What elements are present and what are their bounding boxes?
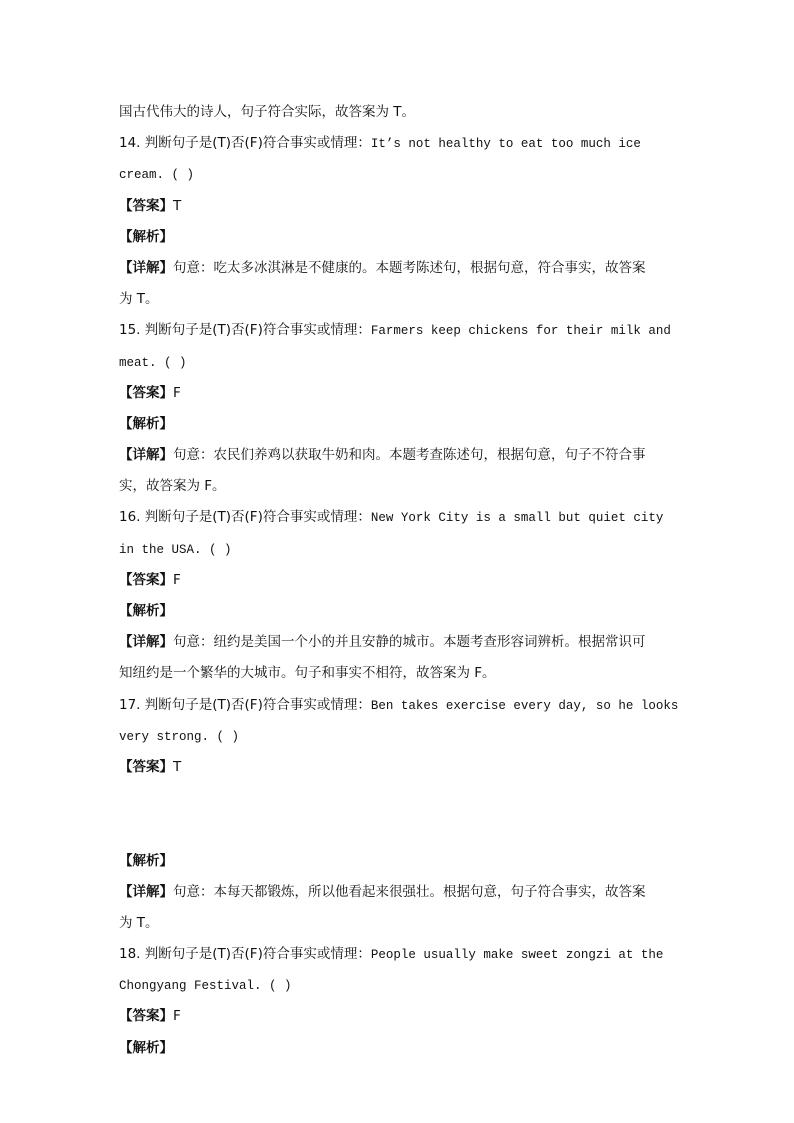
chinese-text: 句意：本每天都锻炼，所以他看起来很强壮。根据句意，句子符合事实，故答案	[173, 883, 646, 900]
section-label: 【详解】	[119, 883, 173, 900]
section-label: 【解析】	[119, 852, 173, 869]
text-line	[119, 159, 679, 190]
text-line	[119, 596, 679, 627]
section-label: 【解析】	[119, 415, 173, 432]
text-line	[119, 97, 679, 128]
section-label: 【答案】	[119, 197, 173, 214]
text-line	[119, 1001, 679, 1032]
chinese-text: 知纽约是一个繁华的大城市。句子和事实不相符，故答案为 F。	[119, 665, 496, 682]
english-sentence: very strong. ( )	[119, 729, 240, 744]
english-sentence: Chongyang Festival. ( )	[119, 979, 292, 994]
section-label: 【解析】	[119, 603, 173, 619]
text-line	[119, 752, 679, 783]
document-page	[119, 97, 679, 1064]
chinese-text: 为 T。	[119, 291, 159, 308]
text-line	[119, 253, 679, 284]
section-label: 【详解】	[119, 447, 173, 464]
english-sentence: People usually make sweet zongzi at the	[370, 948, 664, 963]
text-line	[119, 814, 679, 845]
text-line	[119, 783, 679, 814]
section-label: 【答案】	[119, 384, 173, 401]
chinese-text: 句意：农民们养鸡以获取牛奶和肉。本题考查陈述句，根据句意，句子不符合事	[173, 447, 646, 464]
text-line	[119, 315, 679, 346]
chinese-text: 17. 判断句子是(T)否(F)符合事实或情理：	[119, 696, 371, 713]
chinese-text: F	[173, 1008, 181, 1025]
text-line	[119, 222, 679, 253]
text-line	[119, 128, 679, 159]
chinese-text: F	[173, 384, 181, 401]
english-sentence: Ben takes exercise every day, so he looks	[370, 698, 679, 713]
text-line	[119, 378, 679, 409]
chinese-text: 15. 判断句子是(T)否(F)符合事实或情理：	[119, 322, 371, 339]
chinese-text: 18. 判断句子是(T)否(F)符合事实或情理：	[119, 946, 371, 963]
text-line	[119, 502, 679, 533]
section-label: 【详解】	[119, 259, 173, 276]
chinese-text: 16. 判断句子是(T)否(F)符合事实或情理：	[119, 509, 371, 526]
chinese-text: 句意：纽约是美国一个小的并且安静的城市。本题考查形容词辨析。根据常识可	[173, 634, 646, 651]
text-line	[119, 846, 679, 877]
text-line	[119, 565, 679, 596]
text-line	[119, 939, 679, 970]
section-label: 【解析】	[119, 228, 173, 245]
text-line	[119, 970, 679, 1001]
chinese-text: 实，故答案为 F。	[119, 478, 226, 495]
chinese-text: T	[173, 758, 182, 775]
text-line	[119, 191, 679, 222]
section-label: 【答案】	[119, 1008, 173, 1025]
text-line	[119, 690, 679, 721]
chinese-text: 国古代伟大的诗人，句子符合实际，故答案为 T。	[119, 104, 416, 120]
chinese-text: 14. 判断句子是(T)否(F)符合事实或情理：	[119, 135, 371, 152]
chinese-text: T	[173, 197, 182, 214]
text-line	[119, 908, 679, 939]
english-sentence: in the USA. ( )	[119, 542, 232, 557]
text-line	[119, 409, 679, 440]
text-line	[119, 440, 679, 471]
english-sentence: New York City is a small but quiet city	[370, 511, 664, 526]
text-line	[119, 347, 679, 378]
english-sentence: It’s not healthy to eat too much ice	[370, 137, 641, 152]
chinese-text: 句意：吃太多冰淇淋是不健康的。本题考陈述句，根据句意，符合事实，故答案	[173, 259, 646, 276]
text-line	[119, 658, 679, 689]
text-line	[119, 1033, 679, 1064]
chinese-text: F	[173, 571, 181, 588]
section-label: 【解析】	[119, 1039, 173, 1056]
chinese-text: 为 T。	[119, 914, 159, 931]
text-line	[119, 877, 679, 908]
section-label: 【答案】	[119, 758, 173, 775]
text-line	[119, 471, 679, 502]
section-label: 【答案】	[119, 571, 173, 588]
text-line	[119, 284, 679, 315]
text-line	[119, 534, 679, 565]
text-line	[119, 627, 679, 658]
english-sentence: meat. ( )	[119, 355, 187, 370]
section-label: 【详解】	[119, 634, 173, 651]
text-line	[119, 721, 679, 752]
english-sentence: Farmers keep chickens for their milk and	[370, 324, 671, 339]
english-sentence: cream. ( )	[119, 168, 195, 183]
